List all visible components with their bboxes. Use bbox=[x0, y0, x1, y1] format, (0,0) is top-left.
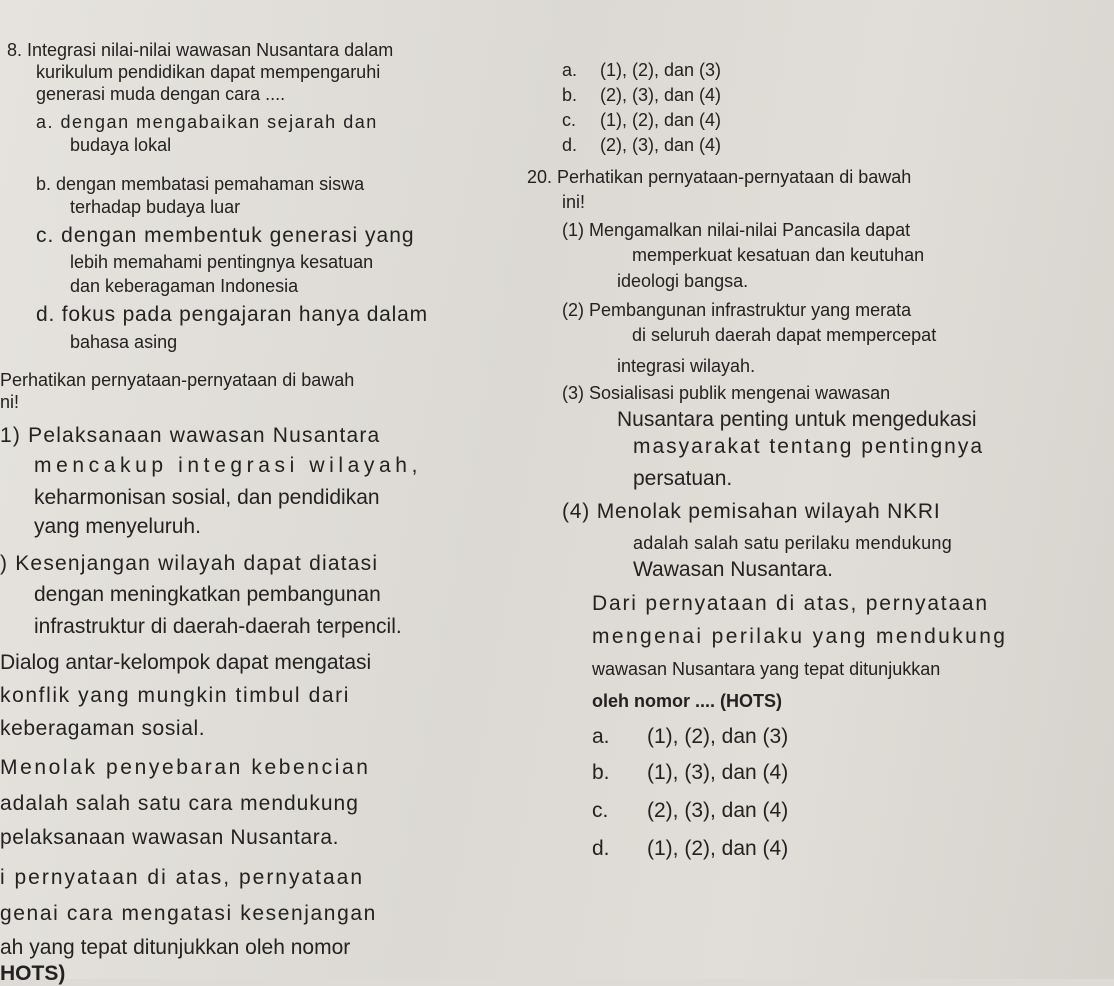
q19-statement-4: Menolak penyebaran kebencian bbox=[0, 756, 371, 779]
option-letter: a. bbox=[592, 725, 610, 748]
q20-statement-4: (4) Menolak pemisahan wilayah NKRI bbox=[562, 500, 941, 523]
q19-statement-3: Dialog antar-kelompok dapat mengatasi bbox=[0, 651, 372, 674]
q8-option-c: c. dengan membentuk generasi yang bbox=[36, 224, 415, 247]
q20-statement-4-cont2: Wawasan Nusantara. bbox=[633, 558, 833, 581]
q18-option-c bbox=[562, 108, 721, 132]
q19-statement-1: 1) Pelaksanaan wawasan Nusantara bbox=[0, 424, 381, 447]
q8-line-1: 8. Integrasi nilai-nilai wawasan Nusantara dalam bbox=[7, 40, 394, 60]
q20-statement-4-cont: adalah salah satu perilaku mendukung bbox=[633, 533, 953, 553]
q18-option-b bbox=[562, 83, 721, 107]
option-letter: a. bbox=[562, 60, 578, 80]
q8-option-b-cont: terhadap budaya luar bbox=[70, 197, 241, 217]
q20-statement-1: (1) Mengamalkan nilai-nilai Pancasila dapat bbox=[562, 220, 911, 240]
option-letter: d. bbox=[562, 135, 578, 155]
option-letter: c. bbox=[562, 110, 577, 130]
q8-option-a-cont: budaya lokal bbox=[70, 135, 172, 155]
option-text: (1), (3), dan (4) bbox=[647, 761, 789, 784]
q19-intro: Perhatikan pernyataan-pernyataan di bawah bbox=[0, 370, 355, 390]
option-letter: c. bbox=[592, 799, 609, 822]
q19-statement-2: ) Kesenjangan wilayah dapat diatasi bbox=[0, 552, 379, 575]
q8-option-b: b. dengan membatasi pemahaman siswa bbox=[36, 174, 365, 194]
q20-title-cont: ini! bbox=[562, 192, 586, 212]
q20-option-a bbox=[592, 725, 788, 749]
option-letter: b. bbox=[562, 85, 578, 105]
q8-option-c-cont: lebih memahami pentingnya kesatuan bbox=[70, 252, 374, 272]
q20-statement-1-cont2: ideologi bangsa. bbox=[617, 271, 749, 291]
q18-option-d bbox=[562, 133, 721, 157]
q20-statement-3-cont3: persatuan. bbox=[633, 467, 733, 490]
q8-line-3: generasi muda dengan cara .... bbox=[36, 84, 286, 104]
q19-question-cont3: HOTS) bbox=[0, 962, 66, 985]
q20-option-b bbox=[592, 761, 788, 785]
q20-statement-3-cont: Nusantara penting untuk mengedukasi bbox=[617, 408, 977, 431]
q20-statement-3-cont2: masyarakat tentang pentingnya bbox=[633, 435, 985, 458]
q8-option-d-cont: bahasa asing bbox=[70, 332, 178, 352]
option-text: (2), (3), dan (4) bbox=[600, 135, 722, 155]
q8-option-a: a. dengan mengabaikan sejarah dan bbox=[36, 112, 378, 132]
q8-option-c-cont2: dan keberagaman Indonesia bbox=[70, 276, 299, 296]
q19-statement-4-cont: adalah salah satu cara mendukung bbox=[0, 792, 359, 815]
q19-statement-2-cont2: infrastruktur di daerah-daerah terpencil. bbox=[34, 615, 402, 638]
q20-question-cont2: wawasan Nusantara yang tepat ditunjukkan bbox=[592, 659, 941, 679]
q20-statement-3: (3) Sosialisasi publik mengenai wawasan bbox=[562, 383, 891, 403]
option-letter: d. bbox=[592, 837, 610, 860]
q19-statement-1-cont2: keharmonisan sosial, dan pendidikan bbox=[34, 486, 380, 509]
q19-statement-3-cont: konflik yang mungkin timbul dari bbox=[0, 684, 351, 707]
option-letter: b. bbox=[592, 761, 610, 784]
q20-option-c bbox=[592, 799, 788, 823]
q20-option-d bbox=[592, 837, 788, 861]
option-text: (1), (2), dan (4) bbox=[647, 837, 789, 860]
q19-question-cont2: ah yang tepat ditunjukkan oleh nomor bbox=[0, 936, 351, 959]
q20-statement-2-cont: di seluruh daerah dapat mempercepat bbox=[632, 325, 937, 345]
q18-option-a bbox=[562, 58, 721, 82]
q19-statement-4-cont2: pelaksanaan wawasan Nusantara. bbox=[0, 826, 340, 849]
q20-statement-2: (2) Pembangunan infrastruktur yang merata bbox=[562, 300, 912, 320]
option-text: (2), (3), dan (4) bbox=[600, 85, 722, 105]
q20-title: 20. Perhatikan pernyataan-pernyataan di bawah bbox=[527, 167, 912, 187]
q19-question-cont: genai cara mengatasi kesenjangan bbox=[0, 902, 377, 925]
q19-statement-2-cont: dengan meningkatkan pembangunan bbox=[34, 583, 381, 606]
q20-question: Dari pernyataan di atas, pernyataan bbox=[592, 592, 989, 615]
q20-question-cont3: oleh nomor .... (HOTS) bbox=[592, 691, 782, 711]
q19-statement-1-cont3: yang menyeluruh. bbox=[34, 515, 201, 538]
q20-question-cont: mengenai perilaku yang mendukung bbox=[592, 625, 1008, 648]
q19-intro-cont: ni! bbox=[0, 392, 20, 412]
q20-statement-1-cont: memperkuat kesatuan dan keutuhan bbox=[632, 245, 925, 265]
q19-statement-1-cont: mencakup integrasi wilayah, bbox=[34, 454, 423, 477]
option-text: (1), (2), dan (4) bbox=[600, 110, 722, 130]
q19-statement-3-cont2: keberagaman sosial. bbox=[0, 717, 206, 740]
q8-option-d: d. fokus pada pengajaran hanya dalam bbox=[36, 303, 428, 326]
q19-question: i pernyataan di atas, pernyataan bbox=[0, 866, 365, 889]
option-text: (1), (2), dan (3) bbox=[647, 725, 789, 748]
q20-statement-2-cont2: integrasi wilayah. bbox=[617, 356, 756, 376]
option-text: (2), (3), dan (4) bbox=[647, 799, 789, 822]
q8-line-2: kurikulum pendidikan dapat mempengaruhi bbox=[36, 62, 381, 82]
option-text: (1), (2), dan (3) bbox=[600, 60, 722, 80]
